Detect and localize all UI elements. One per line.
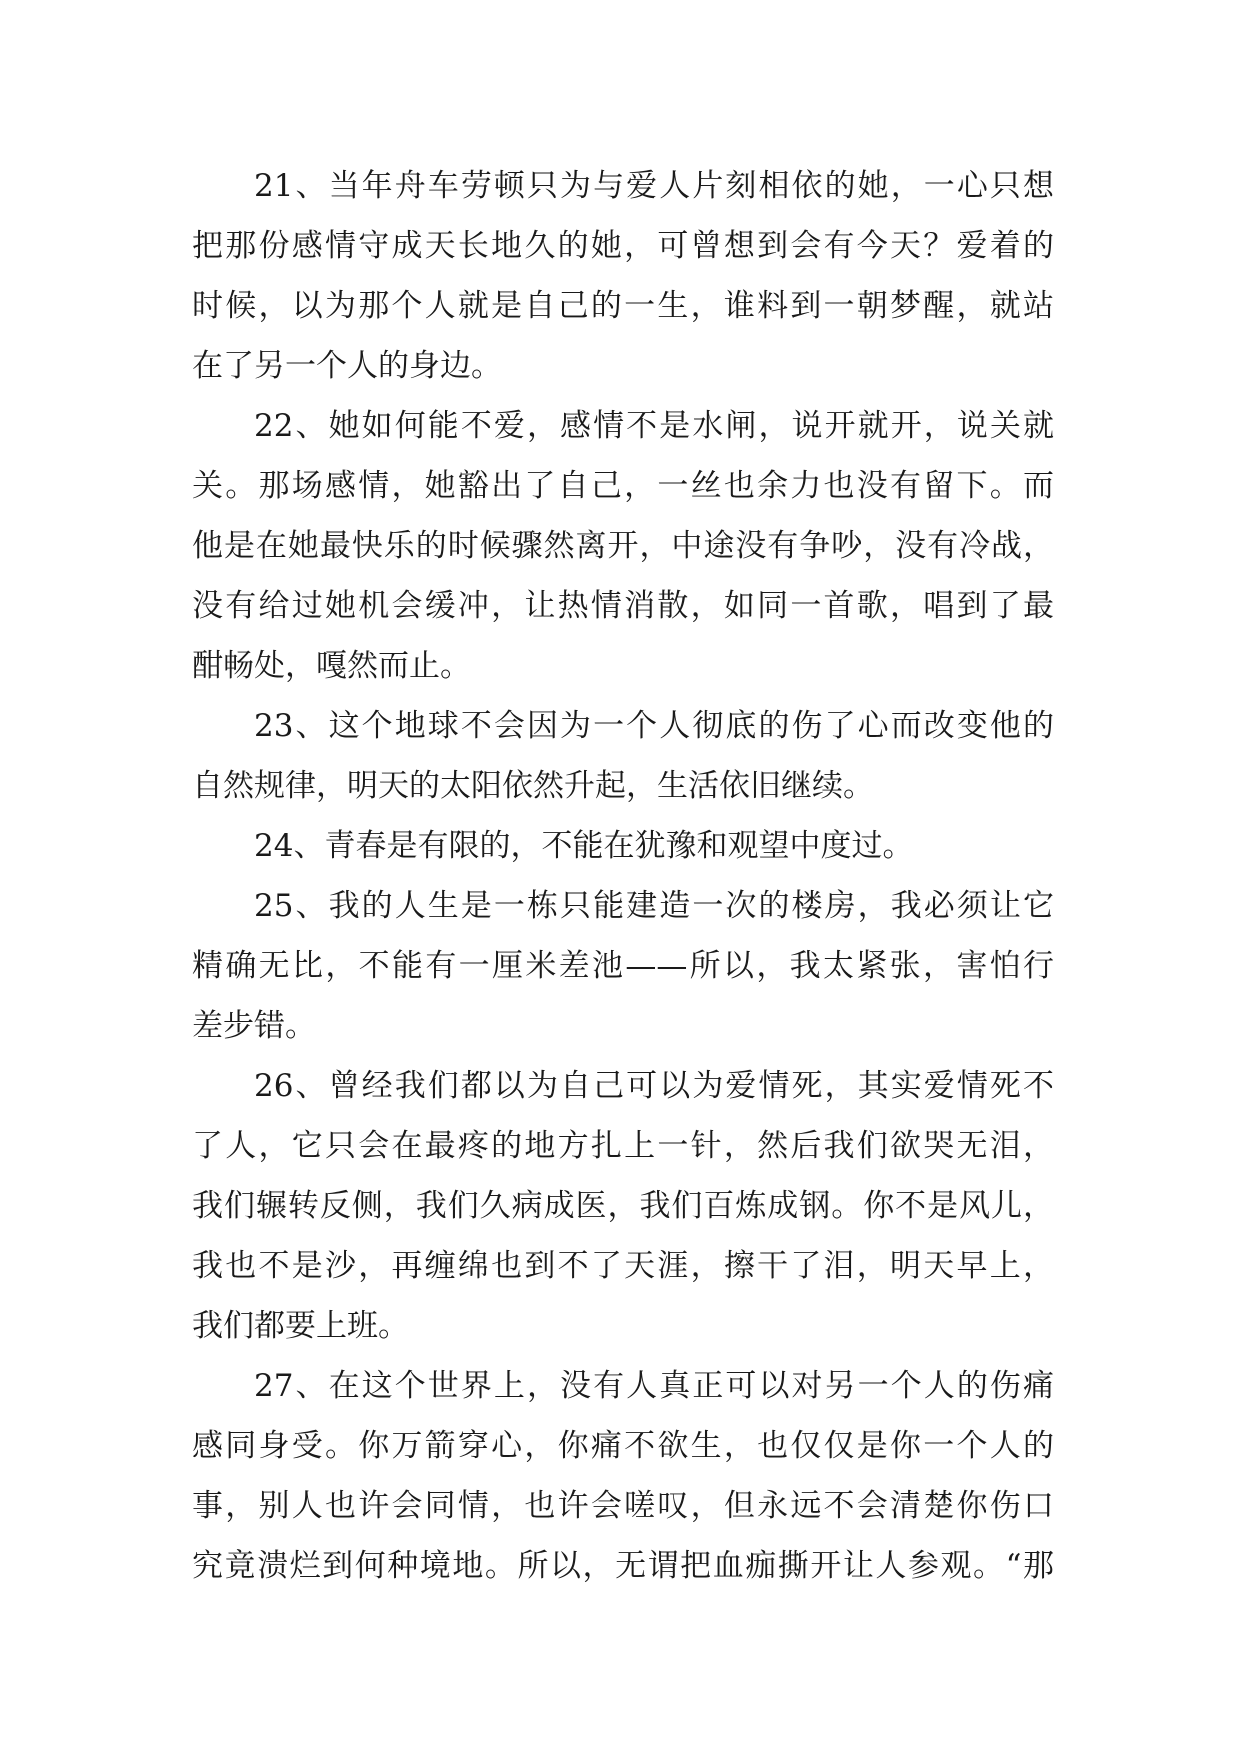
text-line: 27、在这个世界上，没有人真正可以对另一个人的伤痛	[254, 1368, 1054, 1404]
paragraph-21	[192, 156, 1054, 396]
text-line: 23、这个地球不会因为一个人彻底的伤了心而改变他的	[254, 708, 1054, 744]
text-line: 究竟溃烂到何种境地。所以，无谓把血痂撕开让人参观。“那	[192, 1548, 1054, 1584]
text-line: 我们都要上班。	[192, 1308, 409, 1344]
text-line: 我也不是沙，再缠绵也到不了天涯，擦干了泪，明天早上，	[192, 1248, 1054, 1284]
text-line: 在了另一个人的身边。	[192, 348, 502, 384]
text-line: 自然规律，明天的太阳依然升起，生活依旧继续。	[192, 768, 874, 804]
text-line: 精确无比，不能有一厘米差池——所以，我太紧张，害怕行	[192, 948, 1054, 984]
paragraph-24	[192, 816, 1054, 876]
text-line: 把那份感情守成天长地久的她，可曾想到会有今天？爱着的	[192, 228, 1054, 264]
text-line: 26、曾经我们都以为自己可以为爱情死，其实爱情死不	[254, 1068, 1054, 1104]
text-line: 22、她如何能不爱，感情不是水闸，说开就开，说关就	[254, 408, 1054, 444]
text-line: 没有给过她机会缓冲，让热情消散，如同一首歌，唱到了最	[192, 588, 1054, 624]
paragraph-23	[192, 696, 1054, 816]
text-line: 25、我的人生是一栋只能建造一次的楼房，我必须让它	[254, 888, 1054, 924]
text-line: 21、当年舟车劳顿只为与爱人片刻相依的她，一心只想	[254, 168, 1054, 204]
text-line: 关。那场感情，她豁出了自己，一丝也余力也没有留下。而	[192, 468, 1054, 504]
paragraph-25	[192, 876, 1054, 1056]
text-line: 感同身受。你万箭穿心，你痛不欲生，也仅仅是你一个人的	[192, 1428, 1054, 1464]
text-line: 时候，以为那个人就是自己的一生，谁料到一朝梦醒，就站	[192, 288, 1054, 324]
text-line: 24、青春是有限的，不能在犹豫和观望中度过。	[254, 828, 914, 864]
paragraph-22	[192, 396, 1054, 696]
text-line: 了人，它只会在最疼的地方扎上一针，然后我们欲哭无泪，	[192, 1128, 1054, 1164]
body-text	[192, 156, 1054, 1596]
paragraph-26	[192, 1056, 1054, 1356]
paragraph-27	[192, 1356, 1054, 1596]
text-line: 事，别人也许会同情，也许会嗟叹，但永远不会清楚你伤口	[192, 1488, 1054, 1524]
text-line: 他是在她最快乐的时候骤然离开，中途没有争吵，没有冷战，	[192, 528, 1054, 564]
text-line: 酣畅处，嘎然而止。	[192, 648, 471, 684]
text-line: 差步错。	[192, 1008, 316, 1044]
text-line: 我们辗转反侧，我们久病成医，我们百炼成钢。你不是风儿，	[192, 1188, 1054, 1224]
